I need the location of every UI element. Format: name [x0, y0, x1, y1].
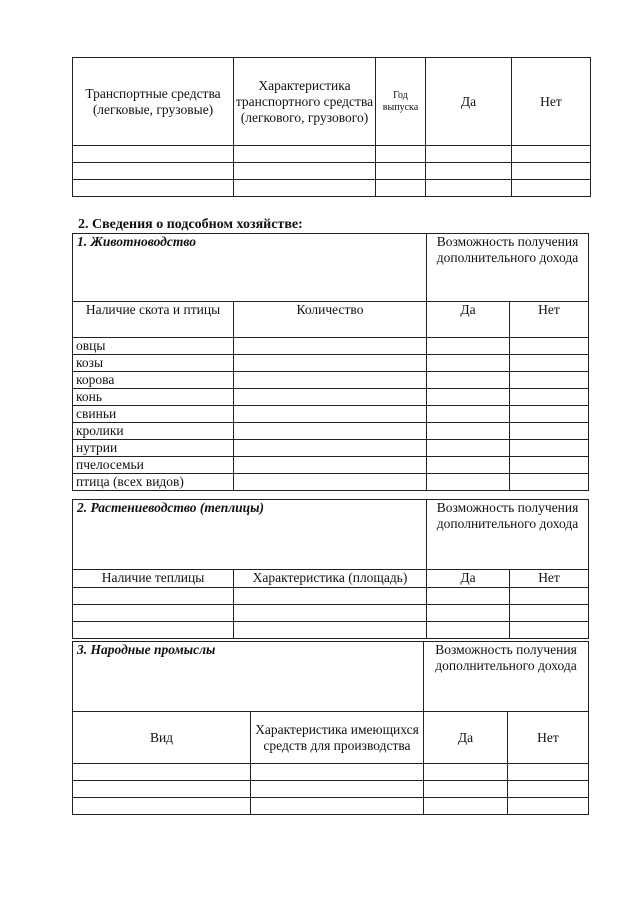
livestock-item: свиньи [73, 406, 234, 423]
table-row [73, 355, 589, 372]
greenhouse-empty-row [73, 588, 589, 605]
table-row [73, 406, 589, 423]
crafts-empty-row [73, 781, 589, 798]
livestock-quantity-header: Количество [234, 302, 427, 338]
table-row [73, 372, 589, 389]
livestock-item: птица (всех видов) [73, 474, 234, 491]
livestock-item: корова [73, 372, 234, 389]
table-row [73, 389, 589, 406]
vehicles-characteristic-header: Характеристика транспортного средства (легкового, грузового) [234, 58, 376, 146]
greenhouse-no-header: Нет [510, 570, 589, 588]
livestock-item: конь [73, 389, 234, 406]
livestock-item: нутрии [73, 440, 234, 457]
vehicles-table [72, 57, 591, 197]
table-row [73, 440, 589, 457]
greenhouse-empty-row [73, 605, 589, 622]
crafts-kind-header: Вид [73, 712, 251, 764]
table-row [73, 474, 589, 491]
vehicles-empty-row [73, 163, 591, 180]
vehicles-no-header: Нет [512, 58, 591, 146]
livestock-income-header: Возможность получения дополнительного дохода [427, 234, 589, 302]
greenhouse-income-header: Возможность получения дополнительного дохода [427, 500, 589, 570]
crafts-empty-row [73, 798, 589, 815]
table-row [73, 423, 589, 440]
table-row [73, 457, 589, 474]
greenhouse-yes-header: Да [427, 570, 510, 588]
greenhouse-table [72, 499, 589, 639]
livestock-table [72, 233, 589, 491]
crafts-table [72, 641, 589, 815]
livestock-presence-header: Наличие скота и птицы [73, 302, 234, 338]
crafts-yes-header: Да [424, 712, 508, 764]
crafts-title: 3. Народные промыслы [73, 642, 424, 712]
greenhouse-presence-header: Наличие теплицы [73, 570, 234, 588]
livestock-item: козы [73, 355, 234, 372]
livestock-no-header: Нет [510, 302, 589, 338]
livestock-title: 1. Животноводство [73, 234, 427, 302]
vehicles-yes-header: Да [426, 58, 512, 146]
crafts-income-header: Возможность получения дополнительного дохода [424, 642, 589, 712]
livestock-item: кролики [73, 423, 234, 440]
crafts-characteristic-header: Характеристика имеющихся средств для производства [251, 712, 424, 764]
vehicles-empty-row [73, 180, 591, 197]
greenhouse-characteristic-header: Характеристика (площадь) [234, 570, 427, 588]
crafts-empty-row [73, 764, 589, 781]
vehicles-empty-row [73, 146, 591, 163]
table-row [73, 338, 589, 355]
greenhouse-title: 2. Растениеводство (теплицы) [73, 500, 427, 570]
greenhouse-empty-row [73, 622, 589, 639]
vehicles-year-header: Год выпуска [376, 58, 426, 146]
livestock-yes-header: Да [427, 302, 510, 338]
livestock-item: пчелосемьи [73, 457, 234, 474]
vehicles-type-header: Транспортные средства (легковые, грузовые) [73, 58, 234, 146]
livestock-item: овцы [73, 338, 234, 355]
section2-title: 2. Сведения о подсобном хозяйстве: [78, 217, 303, 232]
crafts-no-header: Нет [508, 712, 589, 764]
